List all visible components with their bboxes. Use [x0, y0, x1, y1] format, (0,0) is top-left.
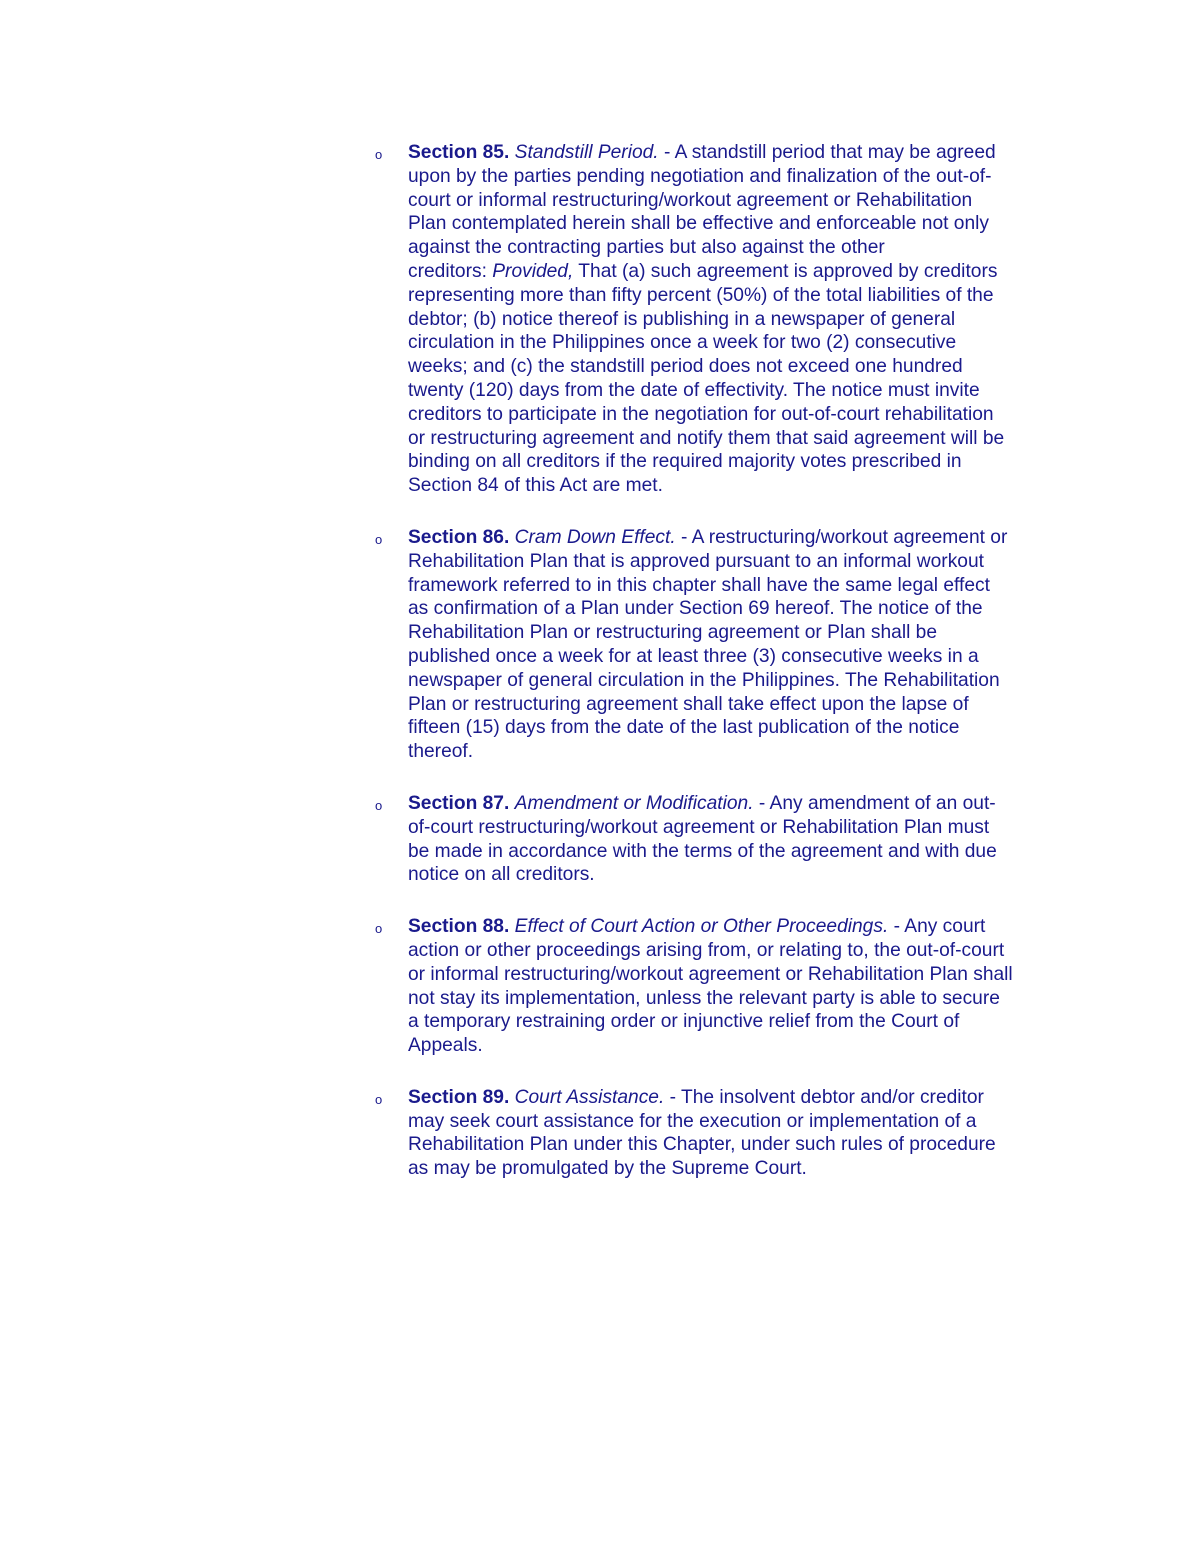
section-number: Section 88.	[408, 916, 510, 938]
section-title: Court Assistance.	[514, 1086, 665, 1108]
proviso-term: Provided,	[492, 260, 574, 282]
bullet-marker: o	[375, 531, 383, 547]
section-number: Section 85.	[408, 142, 510, 163]
bullet-marker: o	[375, 797, 383, 813]
section-body: - The insolvent debtor and/or creditor may seek court assistance for the execution or implementation of a Rehabilitation Plan under this Chapter, under such rules of procedure as may be promulgated by the Supreme Court.	[408, 1086, 996, 1180]
section-88	[370, 915, 1070, 1058]
section-number: Section 86.	[408, 526, 510, 548]
bullet-marker: o	[375, 921, 383, 937]
section-title: Effect of Court Action or Other Proceedings.	[514, 916, 889, 938]
section-body: - A standstill period that may be agreed upon by the parties pending negotiation and finalization of the out-of- court or informal restructuring/workout agreement or Rehabilitation Plan contemplated herein shall be effective and enforceable not only against the contracting parties but also against the other creditors:	[408, 142, 996, 282]
section-number: Section 87.	[408, 792, 510, 814]
section-body: - Any court action or other proceedings arising from, or relating to, the out-of-court or informal restructuring/workout agreement or Rehabilitation Plan shall not stay its implementation, unless the relevant party is able to secure a temporary restraining order or injunctive relief from the Court of Appeals.	[408, 916, 1013, 1057]
section-85	[370, 141, 1070, 498]
section-87	[370, 792, 1070, 887]
section-86	[370, 526, 1070, 764]
bullet-marker: o	[375, 1091, 383, 1107]
section-89	[370, 1086, 1070, 1181]
section-body: - A restructuring/workout agreement or Rehabilitation Plan that is approved pursuant to an informal workout framework referred to in this chapter shall have the same legal effect as confirmation of a Plan under Section 69 hereof. The notice of the Rehabilitation Plan or restructuring agreement or Plan shall be published once a week for at least three (3) consecutive weeks in a newspaper of general circulation in the Philippines. The Rehabilitation Plan or restructuring agreement shall take effect upon the lapse of fifteen (15) days from the date of the last publication of the notice thereof.	[408, 526, 1008, 763]
section-body-continued: That (a) such agreement is approved by creditors representing more than fifty percent (50%) of the total liabilities of the debtor; (b) notice thereof is publishing in a newspaper of general circulation in the Philippines once a week for two (2) consecutive weeks; and (c) the standstill period does not exceed one hundred twenty (120) days from the date of effectivity. The notice must invite creditors to participate in the negotiation for out-of-court rehabilitation or restructuring agreement and notify them that said agreement will be binding on all creditors if the required majority votes prescribed in Section 84 of this Act are met.	[408, 260, 1005, 497]
bullet-marker: o	[375, 147, 383, 162]
section-body: - Any amendment of an out- of-court restructuring/workout agreement or Rehabilitation Plan must be made in accordance with the terms of the agreement and with due notice on all creditors.	[408, 792, 997, 886]
section-list	[370, 141, 1070, 1209]
section-title: Standstill Period.	[514, 142, 659, 163]
section-title: Cram Down Effect.	[514, 526, 676, 548]
section-number: Section 89.	[408, 1086, 510, 1108]
section-title: Amendment or Modification.	[514, 792, 754, 814]
